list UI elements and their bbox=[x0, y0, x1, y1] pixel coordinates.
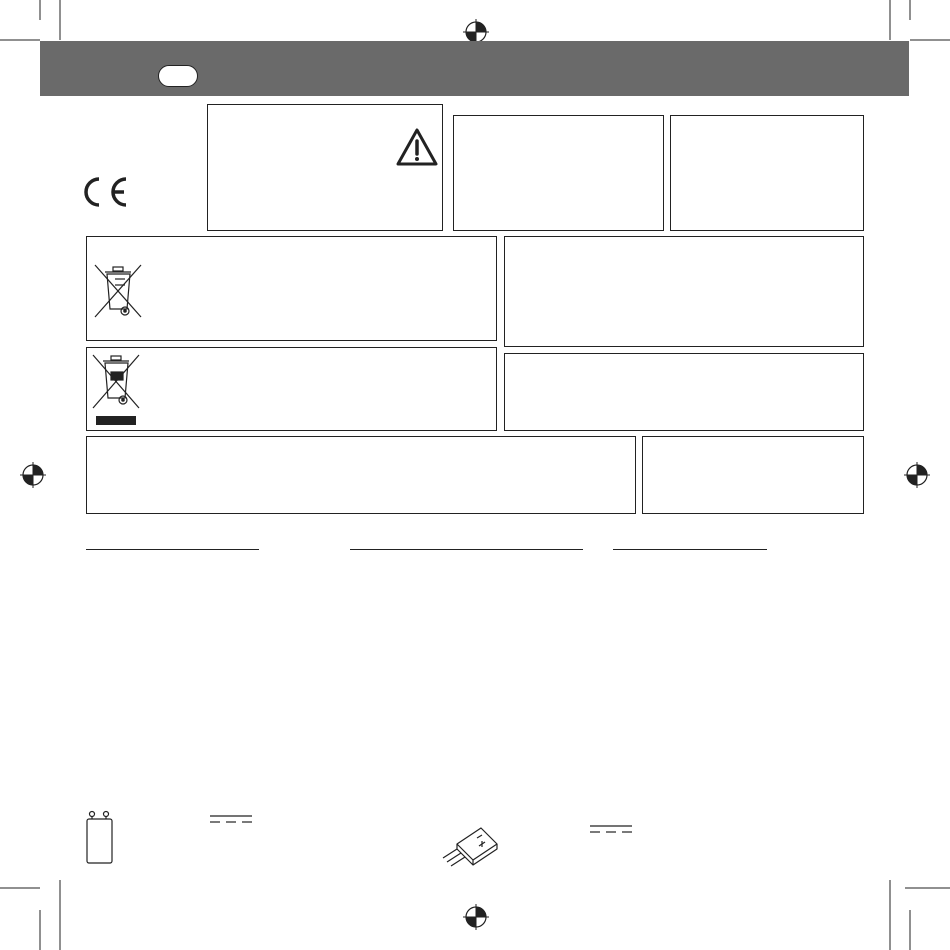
dc-symbol-icon bbox=[210, 814, 252, 824]
battery-weee-box bbox=[86, 347, 497, 431]
weee-box bbox=[86, 236, 497, 341]
crossed-bin-battery-icon bbox=[91, 352, 141, 428]
registration-mark-icon bbox=[463, 904, 489, 930]
section-rule-col2 bbox=[350, 549, 583, 550]
warning-triangle-icon bbox=[395, 127, 439, 167]
section-rule-col1 bbox=[86, 549, 259, 550]
dc-symbol-icon bbox=[590, 824, 632, 834]
registration-mark-icon bbox=[904, 462, 930, 488]
ce-mark-icon bbox=[82, 176, 132, 206]
section-rule-col3 bbox=[613, 549, 767, 550]
crossed-bin-icon bbox=[93, 261, 143, 321]
info-box-2 bbox=[670, 115, 864, 231]
battery-right-box bbox=[504, 353, 864, 431]
language-badge bbox=[158, 65, 198, 87]
wide-box bbox=[86, 436, 636, 514]
warning-box bbox=[207, 104, 443, 231]
registration-mark-icon bbox=[20, 462, 46, 488]
info-box-1 bbox=[453, 115, 664, 231]
power-adapter-icon bbox=[437, 824, 503, 870]
battery-icon bbox=[84, 810, 116, 866]
small-box bbox=[642, 436, 864, 514]
weee-right-box bbox=[504, 236, 864, 347]
